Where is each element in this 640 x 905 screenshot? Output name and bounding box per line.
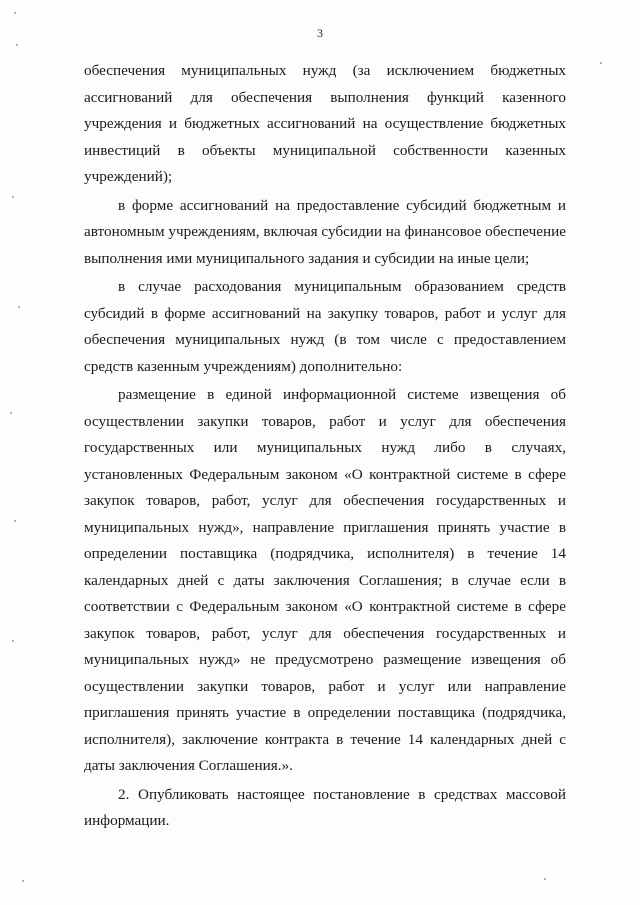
scan-speck	[22, 880, 24, 882]
scan-speck	[18, 306, 20, 308]
scan-speck	[12, 640, 14, 642]
paragraph-continuation: обеспечения муниципальных нужд (за исключением бюджетных ассигнований для обеспечения выполнения функций казенного учреждения и бюджетных ассигнований на осуществление бюджетных инвестиций в объекты муниципальной собственности казенных учреждений);	[84, 62, 566, 185]
scan-speck	[544, 878, 546, 880]
scan-speck	[600, 62, 602, 64]
paragraph-subsidies-form: в форме ассигнований на предоставление субсидий бюджетным и автономным учреждениям, включая субсидии на финансовое обеспечение выполнения ими муниципального задания и субсидии на иные цели;	[84, 196, 566, 267]
scan-speck	[14, 12, 16, 14]
scan-speck	[16, 44, 18, 46]
paragraph-spending-case: в случае расходования муниципальным образованием средств субсидий в форме ассигнований на закупку товаров, работ и услуг для обеспечения муниципальных нужд (в том числе с предоставлением средств казенным учреждениям) дополнительно:	[84, 278, 566, 375]
paragraph-publish-resolution: 2. Опубликовать настоящее постановление в средствах массовой информации.	[84, 785, 566, 829]
scan-speck	[14, 520, 16, 522]
scan-speck	[10, 412, 12, 414]
document-body	[84, 58, 566, 835]
scan-speck	[12, 196, 14, 198]
paragraph-procurement-notice: размещение в единой информационной системе извещения об осуществлении закупки товаров, работ и услуг для обеспечения государственных или муниципальных нужд либо в случаях, установленных Федеральным законом «О контрактной системе в сфере закупок товаров, работ, услуг для обеспечения государственных и муниципальных нужд», направление приглашения принять участие в определении поставщика (подрядчика, исполнителя) в течение 14 календарных дней с даты заключения Соглашения; в случае если в соответствии с Федеральным законом «О контрактной системе в сфере закупок товаров, работ, услуг для обеспечения государственных и муниципальных нужд» не предусмотрено размещение извещения об осуществлении закупки товаров, работ и услуг или направление приглашения принять участие в определении поставщика (подрядчика, исполнителя), заключение контракта в течение 14 календарных дней с даты заключения Соглашения.».	[84, 386, 566, 774]
page-number: 3	[317, 26, 323, 40]
